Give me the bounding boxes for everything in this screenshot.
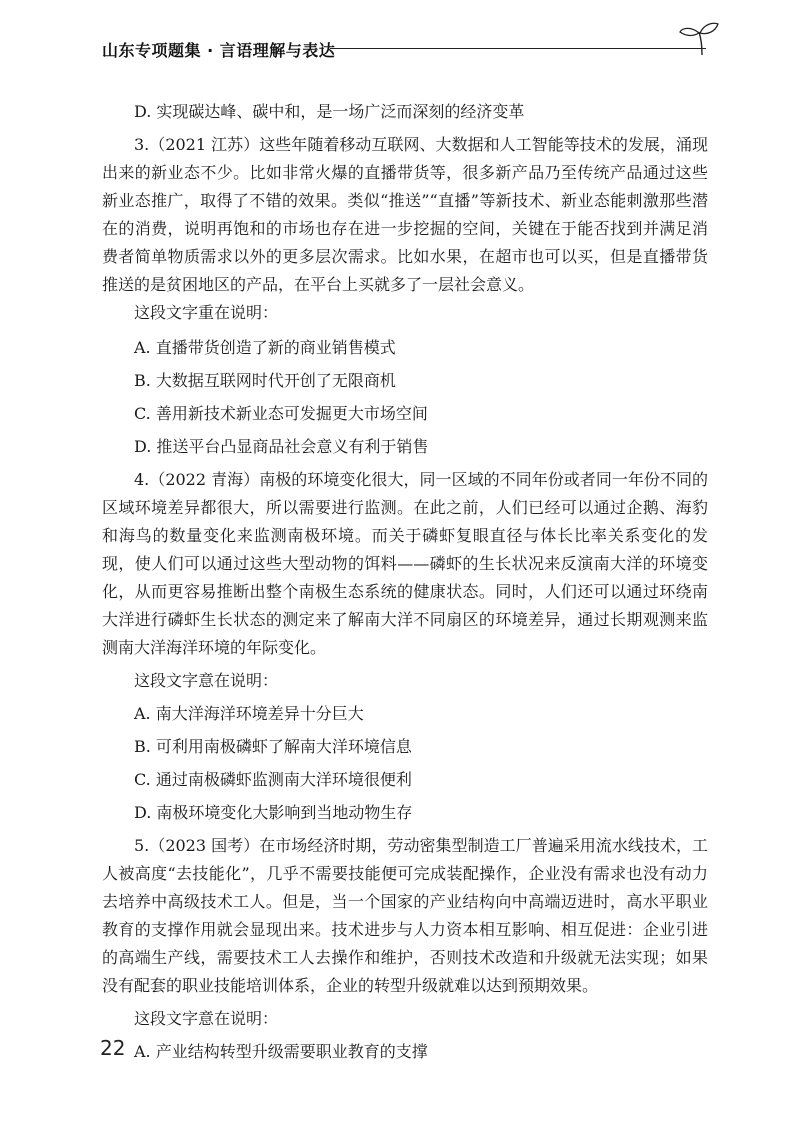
page-number: 22 [100,1036,126,1060]
question-3-option-a: A. 直播带货创造了新的商业销售模式 [134,338,396,357]
header-title: 山东专项题集 · 言语理解与表达 [102,41,336,60]
question-3-option-c: C. 善用新技术新业态可发掘更大市场空间 [134,404,428,423]
question-4-stem: 这段文字意在说明： [134,671,279,690]
question-4-option-c: C. 通过南极磷虾监测南大洋环境很便利 [134,770,412,789]
header-rule [330,48,706,49]
sprout-icon [678,20,726,56]
prev-question-option-d: D. 实现碳达峰、碳中和，是一场广泛而深刻的经济变革 [134,102,525,121]
question-5-text: 5.（2023 国考）在市场经济时期，劳动密集型制造工厂普遍采用流水线技术，工人被高度“去技能化”，几乎不需要技能便可完成装配操作，企业没有需求也没有动力去培养中高级技术工人。但是，当一个国家的产业结构向中高端迈进时，高水平职业教育的支撑作用就会显现出来。技术进步与人力资本相互影响、相互促进：企业引进的高端生产线，需要技术工人去操作和维护，否则技术改造和升级就无法实现；如果没有配套的职业技能培训体系，企业的转型升级就难以达到预期效果。 [102,836,708,995]
question-5-stem: 这段文字意在说明： [134,1009,279,1028]
question-4-text: 4.（2022 青海）南极的环境变化很大，同一区域的不同年份或者同一年份不同的区域环境差异都很大，所以需要进行监测。在此之前，人们已经可以通过企鹅、海豹和海鸟的数量变化来监测南极环境。而关于磷虾复眼直径与体长比率关系变化的发现，使人们可以通过这些大型动物的饵料——磷虾的生长状况来反演南大洋的环境变化，从而更容易推断出整个南极生态系统的健康状态。同时，人们还可以通过环绕南大洋进行磷虾生长状态的测定来了解南大洋不同扇区的环境差异，通过长期观测来监测南大洋海洋环境的年际变化。 [102,470,708,657]
question-4-option-b: B. 可利用南极磷虾了解南大洋环境信息 [134,737,412,756]
document-body [102,98,708,1066]
question-3-option-d: D. 推送平台凸显商品社会意义有利于销售 [134,437,429,456]
question-3-stem: 这段文字重在说明： [134,303,279,322]
page-header [0,0,800,75]
question-4-option-d: D. 南极环境变化大影响到当地动物生存 [134,803,413,822]
question-3-option-b: B. 大数据互联网时代开创了无限商机 [134,371,396,390]
question-4-option-a: A. 南大洋海洋环境差异十分巨大 [134,704,364,723]
question-3-text: 3.（2021 江苏）这些年随着移动互联网、大数据和人工智能等技术的发展，涌现出来的新业态不少。比如非常火爆的直播带货等，很多新产品乃至传统产品通过这些新业态推广，取得了不错的效果。类似“推送”“直播”等新技术、新业态能刺激那些潜在的消费，说明再饱和的市场也存在进一步挖掘的空间，关键在于能否找到并满足消费者简单物质需求以外的更多层次需求。比如水果，在超市也可以买，但是直播带货推送的是贫困地区的产品，在平台上买就多了一层社会意义。 [102,135,708,294]
question-5-option-a: A. 产业结构转型升级需要职业教育的支撑 [134,1042,428,1061]
